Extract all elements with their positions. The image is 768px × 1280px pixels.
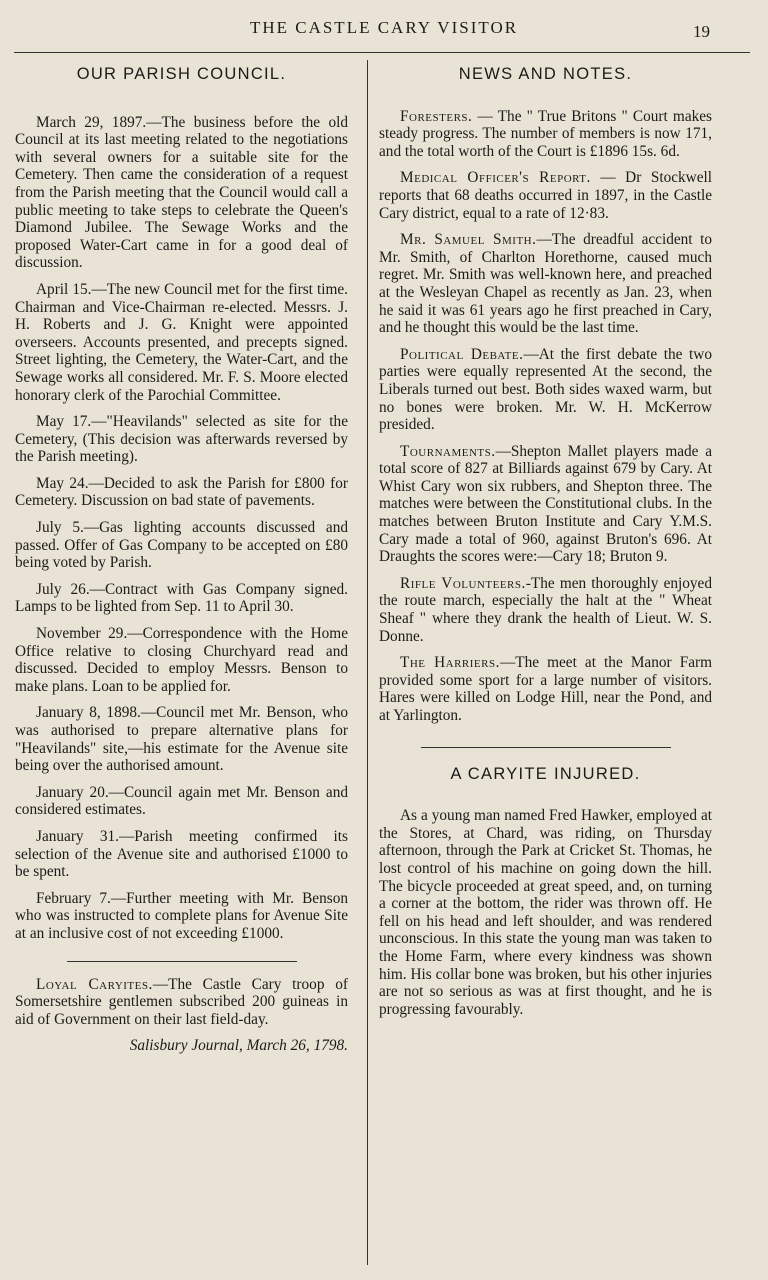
page-number: 19 [693,22,710,41]
news-note-title: The Harriers. [400,654,500,672]
left-column [15,62,348,1055]
council-entry: March 29, 1897.—The business before the old Council at its last meeting related to the negotiations with several owners for a suitable site for the Cemetery. Then came the consideration of a request from the Parish meeting that the Council would call a public meeting to take steps to celebrate the Queen's Diamond Jubilee. The Sewage Works and the proposed Water-Cart came in for a good deal of discussion. [15,113,348,272]
news-note-title: Tournaments. [400,442,496,460]
council-entry: July 5.—Gas lighting accounts discussed and passed. Offer of Gas Company to be accepted on £80 being voted by Parish. [15,519,348,572]
news-note-body: —At the first debate the two parties were equally represented At the second, the Liberals turned out best. Both sides waxed warm, but no bones were broken. Mr. W. H. McKerrow presided. [379,345,713,434]
news-note-body: —Shepton Mallet players made a total score of 827 at Billiards against 679 by Cary. At Whist Cary won six rubbers, and Shepton three. The matches were between the Constitutional clubs. In the matches between Bruton Institute and Cary Y.M.S. Cary made a total of 960, against Bruton's 696. At Draughts the scores were:—Cary 18; Bruton 9. [379,442,712,566]
running-head: THE CASTLE CARY VISITOR [249,18,519,37]
news-note [379,169,712,222]
news-note-title: Mr. Samuel Smith. [400,231,537,249]
news-note [379,231,712,337]
news-note-title: Medical Officer's Report. [400,169,591,187]
council-entry: November 29.—Correspondence with the Home Office relative to closing Churchyard read and discussed. Decided to employ Messrs. Benson to make plans. Loan to be applied for. [15,625,348,695]
section-divider [67,961,297,962]
news-note [379,654,712,724]
news-note-body: — The " True Britons " Court makes steady progress. The number of members is now 171, and the total worth of the Court is £1896 15s. 6d. [379,107,712,160]
council-entry: January 31.—Parish meeting confirmed its selection of the Avenue site and authorised £1000 to be spent. [15,827,348,881]
council-entry: February 7.—Further meeting with Mr. Benson who was instructed to complete plans for Avenue Site at an inclusive cost of not exceeding £1000. [15,889,348,942]
news-note-body: -The men thoroughly enjoyed the route march, especially the halt at the " Wheat Sheaf " where they drank the health of Lieut. W. S. Donne. [379,574,712,645]
council-entry: April 15.—The new Council met for the first time. Chairman and Vice-Chairman re-elected. Messrs. J. H. Roberts and J. G. Knight were appointed overseers. Accounts presented, and precepts signed. Street lighting, the Cemetery, the Water-Cart, and the Sewage works all considered. Mr. F. S. Moore elected honorary clerk of the Parochial Committee. [15,280,348,404]
council-entry: May 17.—"Heavilands" selected as site for the Cemetery, (This decision was afterwards reversed by the Parish meeting). [15,413,348,466]
council-entry: January 20.—Council again met Mr. Benson and considered estimates. [15,783,348,819]
news-note [379,575,712,645]
council-entry: January 8, 1898.—Council met Mr. Benson, who was authorised to prepare alternative plans for "Heavilands" site,—his estimate for the Avenue site being over the authorised amount. [15,704,348,775]
caryite-injured-body: As a young man named Fred Hawker, employed at the Stores, at Chard, was riding, on Thursday afternoon, through the Park at Cricket St. Thomas, he lost control of his machine on going down the hill. The bicycle proceeded at great speed, and, on turning a corner at the bottom, the rider was thrown off. He fell on his head and left shoulder, and was rendered unconscious. In this state the young man was taken to the Home Farm, where every kindness was shown him. His collar bone was broken, but his other injuries are not so serious as was at first thought, and he is progressing favourably. [379,807,712,1018]
news-note-body: —The meet at the Manor Farm provided some sport for a large number of visitors. Hares were killed on Lodge Hill, near the Pond, and at Yarlington. [379,654,712,724]
news-note [379,443,712,566]
news-note [379,346,712,434]
news-note-body: — Dr Stockwell reports that 68 deaths occurred in 1897, in the Castle Cary district, equal to a rate of 12·83. [379,169,712,222]
parish-council-heading: OUR PARISH COUNCIL. [76,65,287,83]
caryite-injured-heading: A CARYITE INJURED. [450,764,641,783]
council-entry: May 24.—Decided to ask the Parish for £800 for Cemetery. Discussion on bad state of pavements. [15,474,348,510]
news-note-body: —The dreadful accident to Mr. Smith, of Charlton Horethorne, caused much regret. Mr. Smith was well-known here, and preached at the Wesleyan Chapel as recently as Jan. 23, when he said it was 61 years ago he first preached in Cary, and he thought this would be the last time. [379,231,712,337]
column-divider [367,60,368,1265]
news-note-title: Rifle Volunteers. [400,574,526,592]
council-entry: July 26.—Contract with Gas Company signed. Lamps to be lighted from Sep. 11 to April 30. [15,580,348,616]
right-column [379,62,712,1027]
news-note-title: Political Debate. [400,345,524,363]
loyal-caryites-paragraph [15,976,348,1029]
news-notes-heading: NEWS AND NOTES. [458,65,633,83]
loyal-caryites-title: Loyal Caryites. [36,975,153,993]
news-note [379,108,712,161]
news-note-title: Foresters. [400,107,473,125]
section-divider [421,747,671,748]
header-rule [14,52,750,53]
loyal-caryites-body: —The Castle Cary troop of Somersetshire gentlemen subscribed 200 guineas in aid of Government on their last field-day. [15,975,348,1028]
loyal-caryites-source: Salisbury Journal, March 26, 1798. [129,1037,348,1055]
